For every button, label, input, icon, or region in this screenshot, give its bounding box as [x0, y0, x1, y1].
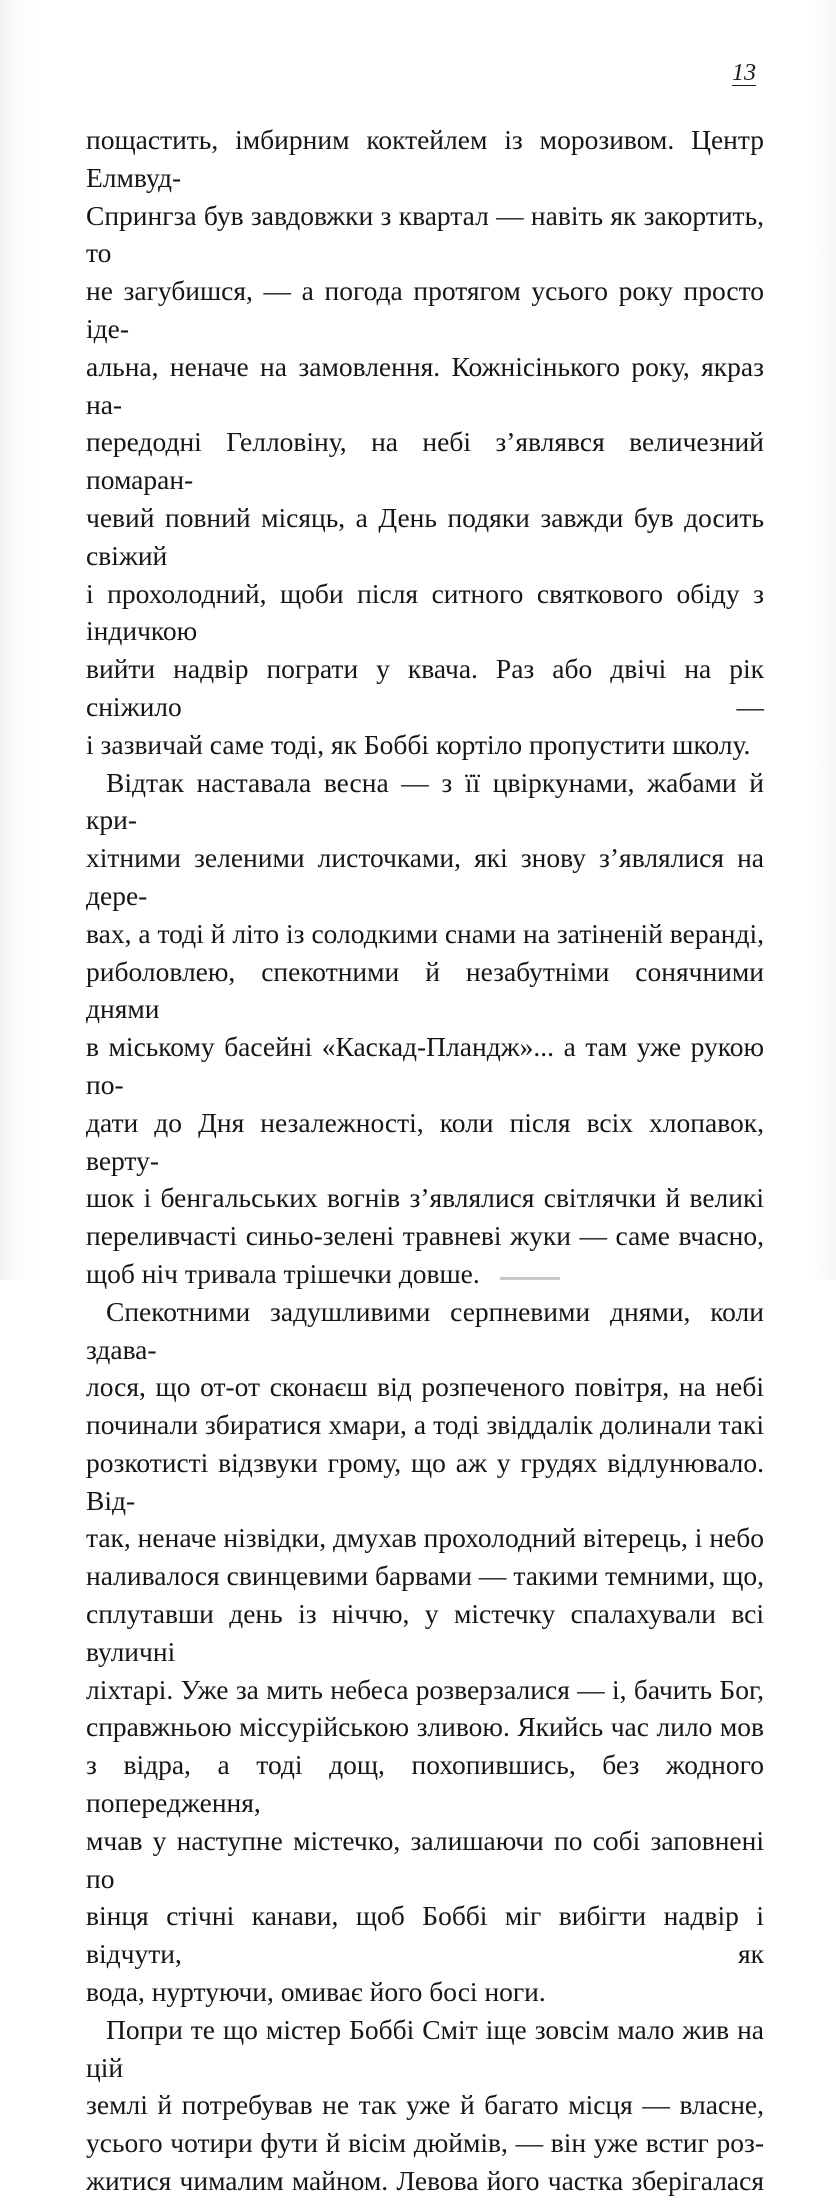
page-number: 13	[732, 60, 756, 86]
text-line: вийти надвір пограти у квача. Раз або двічі на рік сніжило —	[86, 653, 764, 722]
text-line: пощастить, імбирним коктейлем із морозивом. Центр Елмвуд-	[86, 124, 764, 193]
text-line: не загубишся, — а погода протягом усього року просто іде-	[86, 275, 764, 344]
text-line: сплутавши день із ніччю, у містечку спалахували всі вуличні	[86, 1598, 764, 1667]
text-line: справжньою міссурійською зливою. Якийсь час лило мов	[86, 1711, 764, 1743]
text-line: Спрингза був завдовжки з квартал — навіть як закортить, то	[86, 199, 764, 269]
text-line: вінця стічні канави, щоб Боббі міг вибігти надвір і відчути, як	[86, 1900, 764, 1970]
text-line: так, неначе нізвідки, дмухав прохолодний вітерець, і небо	[86, 1522, 764, 1554]
text-line: починали збиратися хмари, а тоді звіддалік долинали такі	[86, 1409, 764, 1441]
text-line: передодні Гелловіну, на небі з’являвся величезний помаран-	[86, 426, 764, 496]
text-line: усього чотири фути й вісім дюймів, — він уже встиг роз-	[86, 2127, 764, 2159]
text-line: альна, неначе на замовлення. Кожнісінького року, якраз на-	[86, 350, 764, 420]
text-line: переливчасті синьо-зелені травневі жуки — саме вчасно,	[86, 1220, 764, 1252]
text-line: Спекотними задушливими серпневими днями, коли здава-	[86, 1295, 764, 1365]
text-line: дати до Дня незалежності, коли після всіх хлопавок, верту-	[86, 1106, 764, 1176]
text-line: наливалося свинцевими барвами — такими темними, що,	[86, 1560, 764, 1592]
paragraph-2	[86, 764, 764, 1293]
text-line: землі й потребував не так уже й багато місця — власне,	[86, 2089, 764, 2121]
paragraph-4	[86, 2011, 764, 2200]
text-line: і зазвичай саме тоді, як Боббі кортіло пропустити школу.	[86, 728, 751, 760]
text-line: в міському басейні «Каскад-Пландж»... а там уже рукою по-	[86, 1031, 764, 1100]
text-line: мчав у наступне містечко, залишаючи по собі заповнені по	[86, 1824, 764, 1894]
page-edge-mark	[500, 1277, 560, 1280]
text-line: лося, що от-от сконаєш від розпеченого повітря, на небі	[86, 1371, 764, 1403]
text-line: Попри те що містер Боббі Сміт іще зовсім мало жив на цій	[86, 2013, 764, 2083]
body-text	[86, 121, 764, 2200]
text-line: шок і бенгальських вогнів з’являлися світлячки й великі	[86, 1182, 764, 1214]
text-line: чевий повний місяць, а День подяки завжди був досить свіжий	[86, 501, 764, 571]
text-line: риболовлею, спекотними й незабутніми сонячними днями	[86, 955, 764, 1025]
text-line: і прохолодний, щоби після ситного святкового обіду з індичкою	[86, 577, 764, 647]
text-line: з відра, а тоді дощ, похопившись, без жодного попередження,	[86, 1749, 764, 1819]
text-line: вах, а тоді й літо із солодкими снами на затіненій веранді,	[86, 917, 764, 949]
text-line: ліхтарі. Уже за мить небеса розверзалися — і, бачить Бог,	[86, 1673, 764, 1705]
text-line: вода, нуртуючи, омиває його босі ноги.	[86, 1976, 546, 2008]
text-line: розкотисті відзвуки грому, що аж у грудях відлунювало. Від-	[86, 1446, 764, 1516]
text-line: щоб ніч тривала трішечки довше.	[86, 1257, 480, 1289]
text-line: хітними зеленими листочками, які знову з’являлися на дере-	[86, 842, 764, 911]
paragraph-3	[86, 1293, 764, 2011]
text-line: житися чималим майном. Левова його частка зберігалася	[86, 2165, 764, 2197]
paragraph-1	[86, 121, 764, 764]
text-line: Відтак наставала весна — з її цвіркунами, жабами й кри-	[86, 766, 764, 836]
